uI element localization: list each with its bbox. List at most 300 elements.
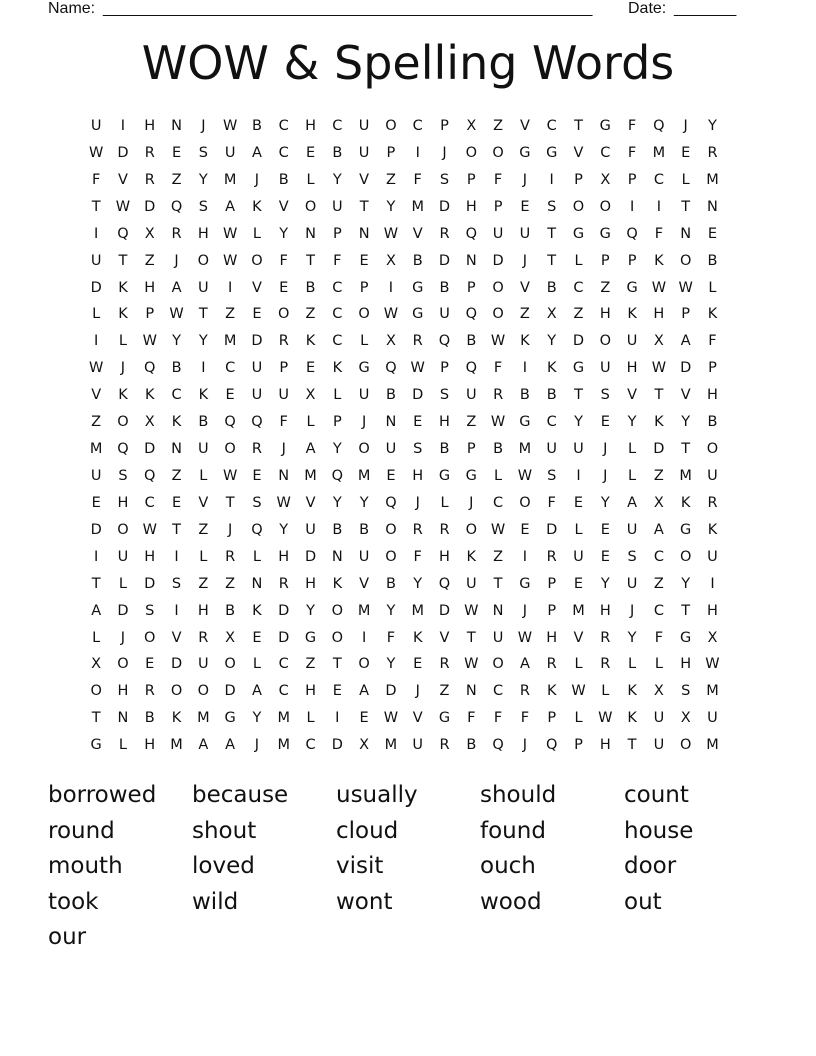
grid-cell[interactable]: O (599, 333, 612, 350)
grid-cell[interactable]: G (90, 737, 103, 754)
grid-cell[interactable]: B (439, 441, 450, 458)
grid-cell[interactable]: E (413, 414, 423, 431)
grid-cell[interactable]: G (680, 629, 692, 646)
grid-cell[interactable]: J (469, 494, 474, 511)
grid-cell[interactable]: Q (465, 360, 478, 377)
grid-cell[interactable]: U (573, 548, 585, 565)
grid-cell[interactable]: C (278, 656, 290, 673)
grid-cell[interactable]: I (361, 629, 367, 646)
grid-cell[interactable]: Y (172, 333, 182, 350)
grid-cell[interactable]: O (331, 629, 344, 646)
grid-cell[interactable]: C (332, 333, 343, 350)
grid-cell[interactable]: M (411, 198, 425, 215)
grid-cell[interactable]: Q (438, 575, 451, 592)
grid-cell[interactable]: V (627, 387, 638, 404)
grid-cell[interactable]: W (490, 333, 506, 350)
grid-cell[interactable]: T (225, 494, 236, 511)
grid-cell[interactable]: O (492, 144, 505, 161)
grid-cell[interactable]: B (385, 387, 397, 404)
grid-cell[interactable]: D (572, 333, 585, 350)
grid-cell[interactable]: Q (251, 414, 264, 431)
grid-cell[interactable]: U (385, 441, 397, 458)
grid-cell[interactable]: R (412, 333, 424, 350)
grid-cell[interactable]: O (117, 521, 130, 538)
grid-cell[interactable]: I (174, 602, 180, 619)
grid-cell[interactable]: I (94, 225, 99, 242)
grid-cell[interactable]: E (252, 306, 263, 323)
grid-cell[interactable]: H (144, 279, 156, 296)
grid-cell[interactable]: G (626, 279, 639, 296)
grid-cell[interactable]: M (652, 144, 666, 161)
grid-cell[interactable]: O (358, 306, 371, 323)
grid-cell[interactable]: V (171, 629, 182, 646)
grid-cell[interactable]: G (519, 144, 532, 161)
grid-cell[interactable]: Q (438, 333, 451, 350)
grid-cell[interactable]: P (386, 144, 396, 161)
grid-cell[interactable]: U (358, 387, 370, 404)
grid-cell[interactable]: E (252, 629, 263, 646)
grid-cell[interactable]: K (118, 279, 129, 296)
grid-cell[interactable]: M (518, 441, 532, 458)
grid-cell[interactable]: E (332, 683, 343, 700)
grid-cell[interactable]: Y (306, 602, 316, 619)
grid-cell[interactable]: O (385, 118, 398, 134)
grid-cell[interactable]: W (142, 521, 158, 538)
grid-cell[interactable]: H (439, 548, 451, 565)
grid-cell[interactable]: K (654, 252, 665, 269)
grid-cell[interactable]: X (680, 710, 692, 727)
grid-cell[interactable]: Y (600, 494, 611, 511)
grid-cell[interactable]: I (335, 710, 340, 727)
grid-cell[interactable]: T (681, 441, 691, 458)
grid-cell[interactable]: X (653, 333, 665, 350)
grid-cell[interactable]: U (465, 387, 478, 404)
grid-cell[interactable]: O (304, 198, 317, 215)
grid-cell[interactable]: O (465, 521, 478, 538)
grid-cell[interactable]: J (120, 629, 126, 646)
grid-cell[interactable]: V (359, 171, 370, 188)
grid-cell[interactable]: Q (170, 198, 183, 215)
grid-cell[interactable]: U (653, 737, 665, 754)
grid-cell[interactable]: S (118, 467, 129, 484)
grid-cell[interactable]: D (278, 629, 290, 646)
grid-cell[interactable]: W (490, 414, 506, 431)
grid-cell[interactable]: V (573, 629, 584, 646)
grid-cell[interactable]: U (198, 441, 210, 458)
grid-cell[interactable]: F (279, 414, 289, 431)
grid-cell[interactable]: C (493, 494, 504, 511)
grid-cell[interactable]: W (410, 360, 426, 377)
grid-cell[interactable]: D (304, 548, 317, 565)
grid-cell[interactable]: K (118, 306, 129, 323)
grid-cell[interactable]: F (708, 333, 718, 350)
grid-cell[interactable]: D (117, 602, 130, 619)
grid-cell[interactable]: T (574, 118, 584, 134)
grid-cell[interactable]: Z (225, 575, 236, 592)
grid-cell[interactable]: O (224, 656, 237, 673)
grid-cell[interactable]: W (490, 521, 506, 538)
grid-cell[interactable]: D (438, 198, 451, 215)
grid-cell[interactable]: E (520, 521, 530, 538)
grid-cell[interactable]: L (252, 225, 262, 242)
grid-cell[interactable]: W (383, 710, 399, 727)
grid-cell[interactable]: V (519, 279, 531, 296)
grid-cell[interactable]: N (278, 467, 290, 484)
grid-cell[interactable]: T (332, 656, 343, 673)
grid-cell[interactable]: D (438, 602, 451, 619)
grid-cell[interactable]: R (439, 225, 451, 242)
grid-cell[interactable]: P (708, 360, 718, 377)
grid-cell[interactable]: E (279, 279, 289, 296)
grid-cell[interactable]: A (251, 683, 263, 700)
grid-cell[interactable]: G (304, 629, 317, 646)
grid-cell[interactable]: Y (386, 198, 396, 215)
grid-cell[interactable]: L (494, 467, 503, 484)
grid-cell[interactable]: B (251, 118, 263, 134)
grid-cell[interactable]: O (706, 441, 719, 458)
grid-cell[interactable]: M (357, 602, 371, 619)
grid-cell[interactable]: C (412, 118, 424, 134)
grid-cell[interactable]: R (546, 548, 558, 565)
grid-cell[interactable]: V (412, 710, 424, 727)
grid-cell[interactable]: O (197, 252, 210, 269)
grid-cell[interactable]: E (520, 198, 530, 215)
grid-cell[interactable]: A (225, 737, 236, 754)
grid-cell[interactable]: Y (574, 414, 584, 431)
grid-cell[interactable]: K (627, 306, 638, 323)
grid-cell[interactable]: L (199, 467, 208, 484)
grid-cell[interactable]: B (546, 387, 558, 404)
grid-cell[interactable]: U (546, 441, 558, 458)
grid-cell[interactable]: Y (198, 171, 209, 188)
grid-cell[interactable]: R (546, 656, 558, 673)
grid-cell[interactable]: F (654, 225, 664, 242)
grid-cell[interactable]: Y (708, 118, 718, 134)
grid-cell[interactable]: M (706, 683, 720, 700)
grid-cell[interactable]: K (144, 387, 155, 404)
grid-cell[interactable]: B (412, 252, 424, 269)
grid-cell[interactable]: U (90, 252, 102, 269)
grid-cell[interactable]: O (117, 656, 130, 673)
grid-cell[interactable]: R (493, 387, 504, 404)
grid-cell[interactable]: R (439, 521, 451, 538)
grid-cell[interactable]: B (466, 737, 477, 754)
grid-cell[interactable]: R (171, 225, 183, 242)
grid-cell[interactable]: V (251, 279, 263, 296)
grid-cell[interactable]: B (439, 279, 450, 296)
grid-cell[interactable]: Q (117, 225, 130, 242)
grid-cell[interactable]: A (359, 683, 370, 700)
grid-cell[interactable]: M (170, 737, 184, 754)
grid-cell[interactable]: F (413, 548, 423, 565)
grid-cell[interactable]: X (305, 387, 316, 404)
grid-cell[interactable]: B (332, 521, 343, 538)
grid-cell[interactable]: Z (144, 252, 156, 269)
grid-cell[interactable]: W (169, 306, 185, 323)
grid-cell[interactable]: X (653, 494, 665, 511)
grid-cell[interactable]: G (465, 467, 478, 484)
grid-cell[interactable]: Q (626, 225, 639, 242)
grid-cell[interactable]: V (117, 171, 129, 188)
grid-cell[interactable]: H (599, 737, 612, 754)
grid-cell[interactable]: Y (332, 171, 343, 188)
grid-cell[interactable]: H (305, 683, 317, 700)
grid-cell[interactable]: F (333, 252, 342, 269)
grid-cell[interactable]: T (466, 629, 477, 646)
grid-cell[interactable]: R (251, 441, 263, 458)
grid-cell[interactable]: F (493, 171, 503, 188)
grid-cell[interactable]: S (627, 548, 638, 565)
grid-cell[interactable]: R (600, 656, 611, 673)
grid-cell[interactable]: F (91, 171, 101, 188)
grid-cell[interactable]: K (305, 333, 316, 350)
grid-cell[interactable]: L (628, 467, 637, 484)
grid-cell[interactable]: L (360, 333, 369, 350)
grid-cell[interactable]: S (198, 198, 209, 215)
grid-cell[interactable]: L (574, 252, 584, 269)
grid-cell[interactable]: C (600, 144, 611, 161)
grid-cell[interactable]: I (94, 333, 99, 350)
grid-cell[interactable]: H (197, 225, 210, 242)
grid-cell[interactable]: U (707, 710, 719, 727)
grid-cell[interactable]: A (91, 602, 102, 619)
grid-cell[interactable]: L (252, 548, 262, 565)
grid-cell[interactable]: X (546, 306, 558, 323)
grid-cell[interactable]: S (145, 602, 155, 619)
grid-cell[interactable]: W (222, 118, 238, 134)
grid-cell[interactable]: Y (413, 575, 423, 592)
grid-cell[interactable]: P (547, 575, 557, 592)
grid-cell[interactable]: C (144, 494, 156, 511)
grid-cell[interactable]: R (412, 521, 424, 538)
grid-cell[interactable]: Z (653, 467, 665, 484)
grid-cell[interactable]: C (493, 683, 504, 700)
grid-cell[interactable]: P (332, 414, 343, 431)
grid-cell[interactable]: M (89, 441, 103, 458)
grid-cell[interactable]: P (574, 171, 584, 188)
grid-cell[interactable]: X (600, 171, 611, 188)
grid-cell[interactable]: J (201, 118, 206, 134)
grid-cell[interactable]: B (546, 279, 558, 296)
grid-cell[interactable]: K (707, 521, 718, 538)
grid-cell[interactable]: N (707, 198, 719, 215)
grid-cell[interactable]: K (707, 306, 718, 323)
grid-cell[interactable]: E (305, 144, 316, 161)
grid-cell[interactable]: D (144, 441, 156, 458)
grid-cell[interactable]: W (115, 198, 131, 215)
grid-cell[interactable]: E (171, 494, 182, 511)
grid-cell[interactable]: I (94, 548, 99, 565)
grid-cell[interactable]: W (598, 710, 613, 727)
grid-cell[interactable]: T (198, 306, 209, 323)
grid-cell[interactable]: L (628, 656, 637, 673)
grid-cell[interactable]: K (171, 414, 182, 431)
grid-cell[interactable]: L (440, 494, 450, 511)
grid-cell[interactable]: C (171, 387, 183, 404)
grid-cell[interactable]: C (225, 360, 236, 377)
grid-cell[interactable]: A (225, 198, 236, 215)
grid-cell[interactable]: E (171, 144, 182, 161)
grid-cell[interactable]: Q (492, 737, 505, 754)
grid-cell[interactable]: W (222, 467, 238, 484)
grid-cell[interactable]: O (599, 198, 612, 215)
grid-cell[interactable]: M (197, 710, 211, 727)
grid-cell[interactable]: T (172, 521, 182, 538)
grid-cell[interactable]: R (144, 144, 156, 161)
grid-cell[interactable]: F (386, 629, 396, 646)
grid-cell[interactable]: R (144, 171, 156, 188)
grid-cell[interactable]: Y (386, 602, 396, 619)
grid-cell[interactable]: W (222, 252, 238, 269)
grid-cell[interactable]: H (197, 602, 210, 619)
grid-cell[interactable]: V (439, 629, 450, 646)
grid-cell[interactable]: J (629, 602, 635, 619)
grid-cell[interactable]: H (144, 118, 156, 134)
grid-cell[interactable]: Z (493, 118, 504, 134)
grid-cell[interactable]: L (333, 387, 342, 404)
grid-cell[interactable]: G (438, 710, 451, 727)
grid-cell[interactable]: R (600, 629, 611, 646)
grid-cell[interactable]: U (626, 521, 638, 538)
grid-cell[interactable]: E (305, 360, 316, 377)
grid-cell[interactable]: J (603, 467, 608, 484)
grid-cell[interactable]: O (197, 683, 210, 700)
grid-cell[interactable]: C (573, 279, 585, 296)
grid-cell[interactable]: M (223, 171, 237, 188)
grid-cell[interactable]: T (547, 252, 557, 269)
grid-cell[interactable]: N (492, 602, 505, 619)
grid-cell[interactable]: Y (627, 629, 638, 646)
grid-cell[interactable]: K (627, 710, 638, 727)
grid-cell[interactable]: Q (653, 118, 666, 134)
grid-cell[interactable]: H (305, 575, 317, 592)
grid-cell[interactable]: O (358, 656, 371, 673)
grid-cell[interactable]: U (412, 737, 424, 754)
grid-cell[interactable]: D (331, 737, 344, 754)
grid-cell[interactable]: V (412, 225, 424, 242)
grid-cell[interactable]: Y (627, 414, 638, 431)
grid-cell[interactable]: T (306, 252, 316, 269)
grid-cell[interactable]: M (384, 737, 398, 754)
grid-cell[interactable]: L (252, 656, 262, 673)
grid-cell[interactable]: U (251, 360, 263, 377)
grid-cell[interactable]: M (277, 737, 291, 754)
grid-cell[interactable]: A (171, 279, 182, 296)
grid-cell[interactable]: Y (332, 494, 343, 511)
grid-cell[interactable]: Q (385, 360, 398, 377)
grid-cell[interactable]: Q (144, 467, 156, 484)
grid-cell[interactable]: H (412, 467, 424, 484)
grid-cell[interactable]: O (679, 737, 692, 754)
grid-cell[interactable]: Q (331, 467, 344, 484)
grid-cell[interactable]: W (678, 279, 694, 296)
grid-cell[interactable]: P (466, 441, 477, 458)
grid-cell[interactable]: F (493, 360, 503, 377)
grid-cell[interactable]: J (603, 441, 608, 458)
grid-cell[interactable]: U (358, 118, 370, 134)
grid-cell[interactable]: R (439, 656, 451, 673)
grid-cell[interactable]: W (651, 279, 667, 296)
grid-cell[interactable]: J (254, 171, 260, 188)
grid-cell[interactable]: M (411, 602, 425, 619)
grid-cell[interactable]: C (332, 279, 343, 296)
grid-cell[interactable]: V (305, 494, 316, 511)
grid-cell[interactable]: Y (386, 656, 396, 673)
grid-cell[interactable]: G (438, 467, 451, 484)
grid-cell[interactable]: W (464, 602, 479, 619)
grid-cell[interactable]: U (653, 710, 665, 727)
grid-cell[interactable]: X (91, 656, 102, 673)
grid-cell[interactable]: V (573, 144, 584, 161)
grid-cell[interactable]: P (145, 306, 155, 323)
grid-cell[interactable]: E (600, 521, 611, 538)
grid-cell[interactable]: K (412, 629, 423, 646)
grid-cell[interactable]: E (359, 252, 370, 269)
grid-cell[interactable]: V (278, 198, 290, 215)
grid-cell[interactable]: N (305, 225, 317, 242)
grid-cell[interactable]: F (654, 629, 664, 646)
grid-cell[interactable]: W (142, 333, 158, 350)
grid-cell[interactable]: B (493, 441, 504, 458)
grid-cell[interactable]: Q (465, 306, 478, 323)
grid-cell[interactable]: O (117, 414, 130, 431)
grid-cell[interactable]: P (627, 171, 637, 188)
grid-cell[interactable]: W (651, 360, 667, 377)
grid-cell[interactable]: D (438, 252, 451, 269)
grid-cell[interactable]: O (385, 548, 398, 565)
grid-cell[interactable]: I (710, 575, 716, 592)
grid-cell[interactable]: X (385, 252, 397, 269)
grid-cell[interactable]: B (359, 521, 370, 538)
grid-cell[interactable]: P (681, 306, 691, 323)
grid-cell[interactable]: X (225, 629, 236, 646)
grid-cell[interactable]: O (679, 548, 692, 565)
grid-cell[interactable]: X (144, 225, 156, 242)
grid-cell[interactable]: F (279, 252, 289, 269)
grid-cell[interactable]: L (601, 683, 610, 700)
grid-cell[interactable]: I (120, 118, 126, 134)
grid-cell[interactable]: I (227, 279, 233, 296)
grid-cell[interactable]: S (439, 387, 450, 404)
grid-cell[interactable]: G (599, 118, 612, 134)
grid-cell[interactable]: L (574, 656, 584, 673)
grid-cell[interactable]: I (174, 548, 180, 565)
grid-cell[interactable]: P (547, 602, 557, 619)
grid-cell[interactable]: P (493, 198, 503, 215)
grid-cell[interactable]: J (522, 737, 528, 754)
grid-cell[interactable]: F (520, 710, 530, 727)
grid-cell[interactable]: P (574, 737, 584, 754)
grid-cell[interactable]: R (198, 629, 209, 646)
grid-cell[interactable]: E (145, 656, 155, 673)
grid-cell[interactable]: I (201, 360, 206, 377)
grid-cell[interactable]: K (332, 575, 343, 592)
grid-cell[interactable]: P (440, 360, 450, 377)
grid-cell[interactable]: L (574, 521, 584, 538)
grid-cell[interactable]: Z (198, 575, 209, 592)
grid-cell[interactable]: S (547, 198, 557, 215)
grid-cell[interactable]: J (683, 118, 689, 134)
grid-cell[interactable]: R (278, 333, 290, 350)
grid-cell[interactable]: G (680, 521, 692, 538)
grid-cell[interactable]: I (522, 548, 528, 565)
grid-cell[interactable]: U (439, 306, 451, 323)
grid-cell[interactable]: T (91, 198, 102, 215)
grid-cell[interactable]: Z (171, 171, 182, 188)
grid-cell[interactable]: S (171, 575, 182, 592)
grid-cell[interactable]: O (679, 252, 692, 269)
grid-cell[interactable]: H (653, 306, 665, 323)
